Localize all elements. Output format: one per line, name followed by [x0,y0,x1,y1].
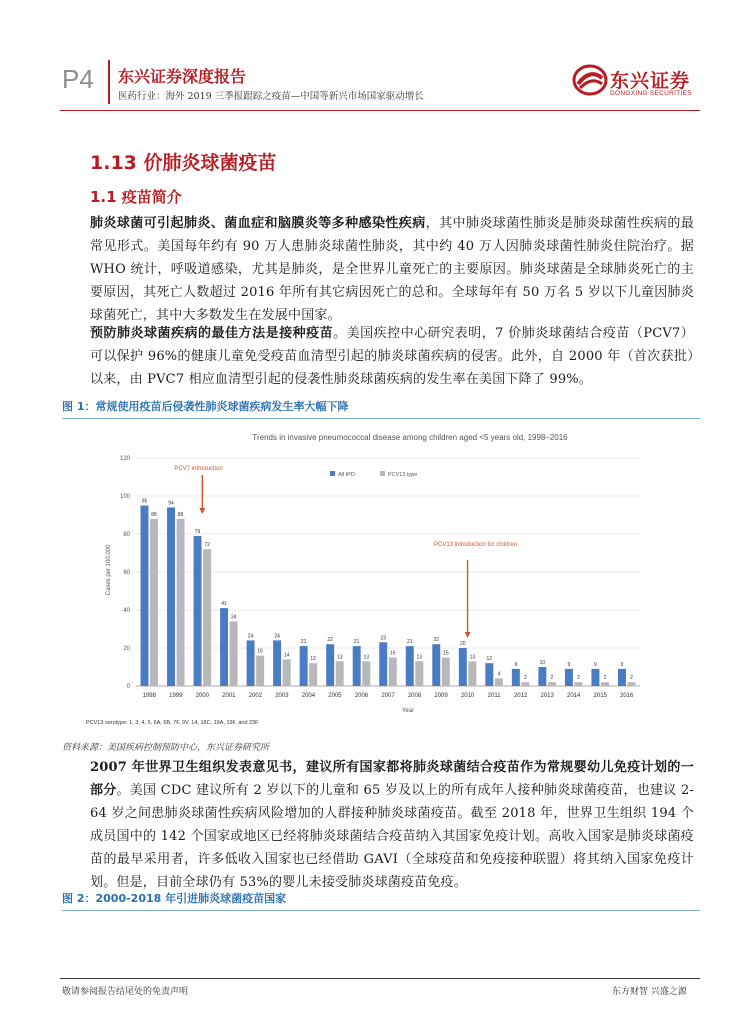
bar-pcv13-type [177,519,185,686]
x-tick-label: 2003 [275,693,289,699]
bar-pcv13-type [468,661,476,686]
x-tick-label: 2002 [248,693,263,699]
bar-pcv13-type [336,661,344,686]
bar-pcv13-type [495,678,503,686]
bar-all-ipd [300,646,308,686]
bar-value-label: 41 [221,601,227,608]
x-tick-label: 2004 [301,693,316,699]
paragraph-who-lead: 2007 年世界卫生组织发表意见书，建议所有国家都将肺炎球菌结合疫苗作为常规婴幼儿免疫计划的一部分 [90,760,694,798]
bar-value-label: 13 [416,654,423,661]
paragraph-intro [90,212,694,327]
y-tick-label: 0 [126,684,130,690]
bar-value-label: 21 [300,639,307,646]
subsection-heading: 1.1 疫苗简介 [90,188,182,206]
chart-footnote: PCV13 serotype: 1, 3, 4, 5, 6A, 6B, 7F, 9V, 14, 18C, 19A, 19F, and 23F [86,720,259,726]
chart-title: Trends in invasive pneumococcal disease among children aged <5 years old, 1998–2016 [252,433,568,442]
bar-value-label: 16 [257,648,263,655]
company-logo [572,60,702,104]
figure-1-rule [62,418,700,419]
x-tick-label: 2016 [620,693,634,699]
paragraph-who [90,756,694,894]
bar-value-label: 21 [406,639,413,646]
y-tick-label: 20 [123,646,130,652]
footer-slogan: 东方财智 兴盛之源 [612,987,687,997]
x-tick-label: 1998 [142,693,156,699]
figure-1-source: 资料来源：美国疾病控制预防中心，东兴证券研究所 [62,743,270,753]
figure-2-title: 图 2：2000-2018 年引进肺炎球菌疫苗国家 [62,892,287,905]
header-rule [60,110,700,111]
bar-value-label: 2 [603,675,607,682]
bar-pcv13-type [442,658,450,687]
bar-all-ipd [326,644,334,686]
bar-all-ipd [353,646,361,686]
bar-value-label: 9 [620,661,624,668]
bar-value-label: 4 [497,671,501,678]
bar-value-label: 9 [567,661,571,668]
bar-all-ipd [432,644,440,686]
bar-value-label: 88 [151,511,157,518]
bar-value-label: 95 [141,498,148,505]
x-tick-label: 2013 [540,693,554,699]
chart-x-ticks [143,693,634,699]
bar-all-ipd [194,536,202,686]
bar-all-ipd [247,640,255,686]
bar-all-ipd [167,507,175,686]
bar-value-label: 24 [274,633,280,640]
x-tick-label: 2012 [513,693,528,699]
y-tick-label: 100 [119,494,130,500]
footer-disclaimer: 敬请参阅报告结尾处的免责声明 [62,987,189,997]
bar-value-label: 12 [310,656,316,663]
x-tick-label: 2000 [195,693,209,699]
chart-y-axis-label: Cases per 100,000 [106,544,112,596]
bar-pcv13-type [203,549,211,686]
bar-all-ipd [512,669,520,686]
bar-pcv13-type [150,519,158,686]
bar-all-ipd [538,667,546,686]
logo-emblem-icon [572,60,608,100]
legend-swatch [380,471,385,476]
page-header [0,0,755,112]
figure-2-rule [62,910,700,911]
logo-text-en: DONGXING SECURITIES [610,90,692,97]
footer-rule [60,978,700,979]
bar-value-label: 34 [230,614,237,621]
annotation-pcv7-arrowhead [199,508,205,514]
x-tick-label: 2008 [407,693,422,699]
bar-pcv13-type [601,682,609,686]
bar-all-ipd [141,506,149,687]
paragraph-prevention [90,322,694,391]
bar-value-label: 2 [550,675,554,682]
bar-value-label: 9 [514,661,518,668]
chart-x-axis-label: Year [401,708,415,714]
chart-legend [330,471,417,478]
figure-1-title: 图 1：常规使用疫苗后侵袭性肺炎球菌疾病发生率大幅下降 [62,400,349,413]
bar-value-label: 2 [577,675,580,682]
bar-value-label: 9 [594,661,597,668]
bar-all-ipd [591,669,599,686]
bar-pcv13-type [283,659,291,686]
bar-pcv13-type [415,661,423,686]
x-tick-label: 2001 [222,693,236,699]
bar-all-ipd [485,663,493,686]
logo-text-cn: 东兴证券 [610,70,691,92]
bar-all-ipd [379,642,387,686]
x-tick-label: 2006 [354,693,369,699]
bar-value-label: 2 [524,675,527,682]
chart-gridlines [136,458,640,686]
x-tick-label: 2007 [381,693,395,699]
page-number: P4 [62,64,94,94]
annotation-pcv7-text: PCV7 introduction [174,466,223,472]
chart-y-ticks [120,456,131,690]
x-tick-label: 1999 [169,693,183,699]
bar-pcv13-type [309,663,317,686]
bar-all-ipd [618,669,626,686]
bar-pcv13-type [521,682,529,686]
bar-value-label: 13 [469,654,476,661]
bar-value-label: 23 [380,635,387,642]
x-tick-label: 2011 [487,693,501,699]
x-tick-label: 2010 [460,693,475,699]
bar-value-label: 15 [443,650,449,657]
bar-value-label: 13 [336,654,343,661]
bar-value-label: 10 [539,660,546,666]
bar-pcv13-type [574,682,582,686]
bar-pcv13-type [362,661,370,686]
ipd-trend-chart [80,424,680,732]
y-tick-label: 80 [123,532,130,538]
y-tick-label: 120 [119,456,130,462]
paragraph-prevention-body: 。美国疾控中心研究表明，7 价肺炎球菌结合疫苗（PCV7）可以保护 96%的健康儿童免受疫苗血清型引起的肺炎球菌疾病的侵害。此外，自 2000 年（首次获批）以来，由 PVC7 相应血清型引起的侵袭性肺炎球菌疾病的发生率在美国下降了 99%。 [90,326,694,387]
bar-pcv13-type [389,658,397,687]
bar-pcv13-type [256,656,264,686]
bar-value-label: 21 [353,639,360,646]
paragraph-prevention-lead: 预防肺炎球菌疾病的最佳方法是接种疫苗 [90,326,334,341]
paragraph-intro-body: ，其中肺炎球菌性肺炎是肺炎球菌性疾病的最常见形式。美国每年约有 90 万人患肺炎球菌性肺炎，其中约 40 万人因肺炎球菌性肺炎住院治疗。据 WHO 统计，呼吸道感染，尤其是肺炎，是全世界儿童死亡的主要原因。肺炎球菌是全球肺炎死亡的主要原因，其死亡人数超过 2016 年所有其它病因死亡的总和。全球每年有 50 万名 5 岁以下儿童因肺炎球菌死亡，其中大多数发生在发展中国家。 [90,216,694,323]
annotation-pcv13-text: PCV13 introduction for children [434,542,518,548]
x-tick-label: 2014 [567,693,581,699]
x-tick-label: 2015 [593,693,607,699]
paragraph-intro-lead: 肺炎球菌可引起肺炎、菌血症和脑膜炎等多种感染性疾病 [90,216,426,231]
section-heading: 1.13 价肺炎球菌疫苗 [90,152,277,174]
bar-value-label: 22 [433,637,440,644]
legend-swatch [330,471,335,476]
bar-value-label: 14 [283,652,290,659]
x-tick-label: 2009 [434,693,448,699]
bar-value-label: 79 [194,528,201,535]
bar-value-label: 12 [486,656,493,663]
bar-value-label: 24 [247,633,254,640]
annotation-pcv13-arrowhead [465,632,471,638]
bar-value-label: 15 [389,650,396,657]
x-tick-label: 2005 [328,693,342,699]
bar-pcv13-type [548,682,556,686]
bar-value-label: 72 [204,542,210,549]
bar-value-label: 22 [327,637,333,644]
legend-label: All IPD [338,472,355,478]
chart-bars [141,506,636,687]
bar-pcv13-type [230,621,238,686]
header-divider [108,60,110,104]
bar-value-label: 13 [363,654,370,661]
bar-value-label: 2 [630,675,633,682]
bar-value-label: 88 [177,511,184,518]
bar-pcv13-type [628,682,636,686]
bar-value-label: 94 [168,500,174,507]
y-tick-label: 40 [123,608,130,614]
bar-all-ipd [565,669,573,686]
report-subtitle: 医药行业：海外 2019 三季报跟踪之疫苗—中国等新兴市场国家驱动增长 [118,91,424,102]
chart-data-labels [142,499,633,682]
report-title: 东兴证券深度报告 [118,67,247,86]
legend-label: PCV13 type [388,472,418,478]
bar-all-ipd [406,646,414,686]
bar-all-ipd [220,608,228,686]
y-tick-label: 60 [123,570,130,576]
bar-all-ipd [273,640,281,686]
bar-value-label: 20 [460,641,466,647]
paragraph-who-body: 。美国 CDC 建议所有 2 岁以下的儿童和 65 岁及以上的所有成年人接种肺炎球菌疫苗，也建议 2-64 岁之间患肺炎球菌性疾病风险增加的人群接种肺炎球菌疫苗。截至 2018 年，世界卫生组织 194 个成员国中的 142 个国家或地区已经将肺炎球菌结合疫苗纳入其国家免疫计划。高收入国家是肺炎球菌疫苗的最早采用者，许多低收入国家也已经借助 GAVI（全球疫苗和免疫接种联盟）将其纳入国家免疫计划。但是，目前全球仍有 53%的婴儿未接受肺炎球菌疫苗免疫。 [90,783,695,890]
bar-all-ipd [459,648,467,686]
